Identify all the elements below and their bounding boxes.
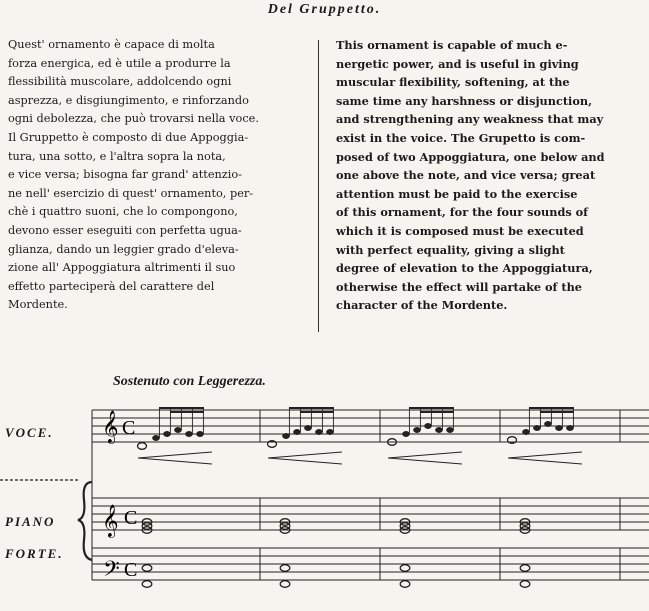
text-line: Mordente.	[8, 298, 68, 312]
text-line: Il Gruppetto è composto di due Appoggia-	[8, 130, 249, 144]
bass-note	[520, 581, 530, 588]
text-line: zione all' Appoggiatura altrimenti il suo	[8, 261, 236, 275]
note-head	[304, 425, 311, 430]
text-line: glianza, dando un leggier grado d'eleva-	[8, 242, 239, 256]
bass-note	[280, 581, 290, 588]
italian-text-column	[8, 36, 304, 315]
tempo-marking: Sostenuto con Leggerezza.	[113, 374, 266, 389]
note-head	[185, 431, 192, 436]
note-head	[282, 433, 289, 438]
text-line: ogni debolezza, che può trovarsi nella voce.	[8, 112, 259, 126]
note-head	[196, 431, 203, 436]
bass-note	[142, 581, 152, 588]
bass-clef-icon: 𝄢	[103, 557, 120, 587]
barlines	[92, 410, 620, 580]
text-line: nergetic power, and is useful in giving	[336, 56, 579, 71]
text-line: flessibilità muscolare, addolcendo ogni	[8, 75, 232, 89]
time-signature: C	[122, 417, 136, 439]
forte-staff-label: FORTE.	[5, 546, 64, 561]
note-head	[413, 427, 420, 432]
treble-clef-icon: 𝄞	[102, 504, 119, 537]
text-line: muscular flexibility, softening, at the	[336, 75, 570, 90]
chord-note	[280, 523, 290, 530]
text-line: which it is composed must be executed	[336, 223, 584, 238]
note-head	[293, 429, 300, 434]
text-line: effetto parteciperà del carattere del	[8, 279, 215, 293]
text-line: asprezza, e disgiungimento, e rinforzando	[8, 93, 249, 107]
crescendo-hairpin	[388, 452, 462, 464]
bass-note	[280, 565, 290, 572]
text-line: one above the note, and vice versa; great	[336, 168, 596, 183]
text-line: character of the Mordente.	[336, 298, 508, 313]
page-title: Del Gruppetto.	[267, 2, 382, 17]
note-head	[152, 435, 159, 440]
text-line: with perfect equality, giving a slight	[336, 242, 565, 257]
text-line: posed of two Appoggiatura, one below and	[336, 149, 605, 164]
note-head	[315, 429, 322, 434]
time-signature: C	[124, 559, 138, 581]
bass-note	[400, 565, 410, 572]
note-head	[174, 427, 181, 432]
bass-note	[520, 565, 530, 572]
bass-note	[142, 565, 152, 572]
chord-note	[400, 523, 410, 530]
note-head	[544, 421, 551, 426]
text-line: exist in the voice. The Grupetto is com-	[336, 130, 586, 145]
text-line: e vice versa; bisogna far grand' attenzio-	[8, 168, 242, 182]
text-line: devono esser eseguiti con perfetta ugua-	[8, 223, 242, 237]
note-head	[163, 431, 170, 436]
chord-note	[142, 523, 152, 530]
note-head	[555, 425, 562, 430]
note-head	[522, 429, 529, 434]
music-score	[0, 380, 649, 611]
crescendo-hairpin	[508, 452, 582, 464]
note-head	[424, 423, 431, 428]
bass-note	[400, 581, 410, 588]
piano-staff-label: PIANO	[5, 514, 56, 529]
text-line: attention must be paid to the exercise	[336, 186, 578, 201]
text-line: This ornament is capable of much e-	[336, 38, 568, 52]
text-line: tura, una sotto, e l'altra sopra la nota,	[8, 149, 226, 163]
crescendo-hairpin	[268, 452, 342, 464]
text-line: forza energica, ed è utile a produrre la	[8, 56, 231, 70]
piano-brace	[78, 482, 92, 560]
crescendo-hairpin	[138, 452, 212, 464]
column-divider	[318, 40, 319, 332]
note-head	[533, 425, 540, 430]
text-line: and strengthening any weakness that may	[336, 112, 604, 127]
text-line: ne nell' esercizio di quest' ornamento, per-	[8, 186, 254, 200]
note-head	[566, 425, 573, 430]
text-line: otherwise the effect will partake of the	[336, 279, 582, 294]
note-head	[402, 431, 409, 436]
english-text-column	[336, 36, 636, 315]
voice-staff-label: VOCE.	[5, 425, 54, 440]
text-line: degree of elevation to the Appoggiatura,	[336, 261, 593, 276]
time-signature: C	[124, 507, 138, 529]
half-note	[138, 443, 147, 450]
text-line: same time any harshness or disjunction,	[336, 93, 593, 108]
text-line: Quest' ornamento è capace di molta	[8, 38, 215, 51]
text-line: chè i quattro suoni, che lo compongono,	[8, 205, 238, 219]
note-head	[446, 427, 453, 432]
treble-clef-icon: 𝄞	[102, 410, 119, 443]
chord-note	[520, 523, 530, 530]
note-head	[326, 429, 333, 434]
note-head	[435, 427, 442, 432]
text-line: of this ornament, for the four sounds of	[336, 205, 589, 220]
staff-lines	[92, 410, 649, 580]
